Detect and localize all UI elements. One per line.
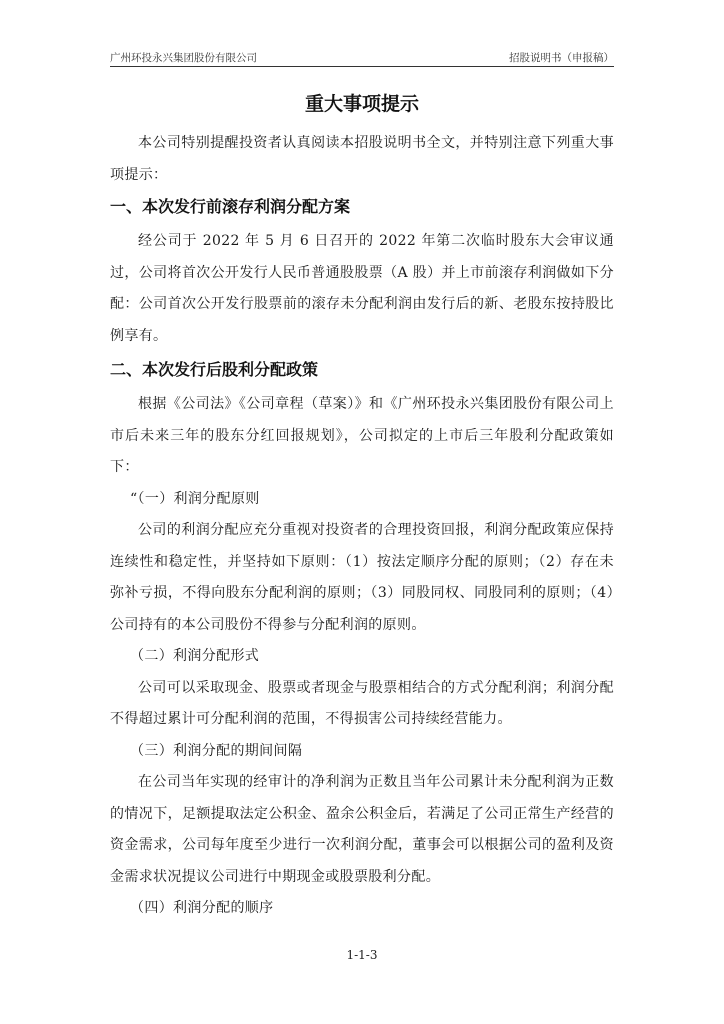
section-1-heading: 一、本次发行前滚存利润分配方案	[110, 197, 351, 216]
section-2-paragraph: 根据《公司法》《公司章程（草案）》和《广州环投永兴集团股份有限公司上市后未来三年的股东分红回报规划》，公司拟定的上市后三年股利分配政策如下：	[110, 396, 614, 475]
subsection-3-paragraph: 在公司当年实现的经审计的净利润为正数且当年公司累计未分配利润为正数的情况下，足额提取法定公积金、盈余公积金后，若满足了公司正常生产经营的资金需求，公司每年度至少进行一次利润分配，董事会可以根据公司的盈利及资金需求状况提议公司进行中期现金或股票股利分配。	[110, 774, 614, 885]
section-1-paragraph: 经公司于 2022 年 5 月 6 日召开的 2022 年第二次临时股东大会审议通过，公司将首次公开发行人民币普通股股票（A 股）并上市前滚存利润做如下分配：公司首次公开发行股票前的滚存未分配利润由发行后的新、老股东按持股比例享有。	[110, 233, 614, 344]
subsection-2-paragraph: 公司可以采取现金、股票或者现金与股票相结合的方式分配利润；利润分配不得超过累计可分配利润的范围，不得损害公司持续经营能力。	[110, 679, 614, 727]
subsection-2-title: （二）利润分配形式	[130, 648, 260, 664]
header-company-name: 广州环投永兴集团股份有限公司	[110, 52, 257, 64]
header-document-type: 招股说明书（申报稿）	[509, 52, 614, 64]
subsection-3-title: （三）利润分配的期间间隔	[130, 742, 303, 759]
page-title: 重大事项提示	[304, 93, 419, 115]
subsection-1-paragraph: 公司的利润分配应充分重视对投资者的合理投资回报，利润分配政策应保持连续性和稳定性，并坚持如下原则：（1）按法定顺序分配的原则；（2）存在未弥补亏损，不得向股东分配利润的原则；（3）同股同权、同股同利的原则；（4）公司持有的本公司股份不得参与分配利润的原则。	[110, 522, 614, 633]
subsection-1-title: “（一）利润分配原则	[130, 490, 260, 507]
intro-paragraph: 本公司特别提醒投资者认真阅读本招股说明书全文，并特别注意下列重大事项提示：	[110, 135, 614, 183]
page-header	[110, 48, 614, 67]
page-number: 1-1-3	[346, 948, 378, 962]
document-body	[110, 128, 614, 925]
section-2-heading: 二、本次发行后股利分配政策	[110, 360, 319, 379]
subsection-4-title: （四）利润分配的顺序	[130, 900, 274, 916]
